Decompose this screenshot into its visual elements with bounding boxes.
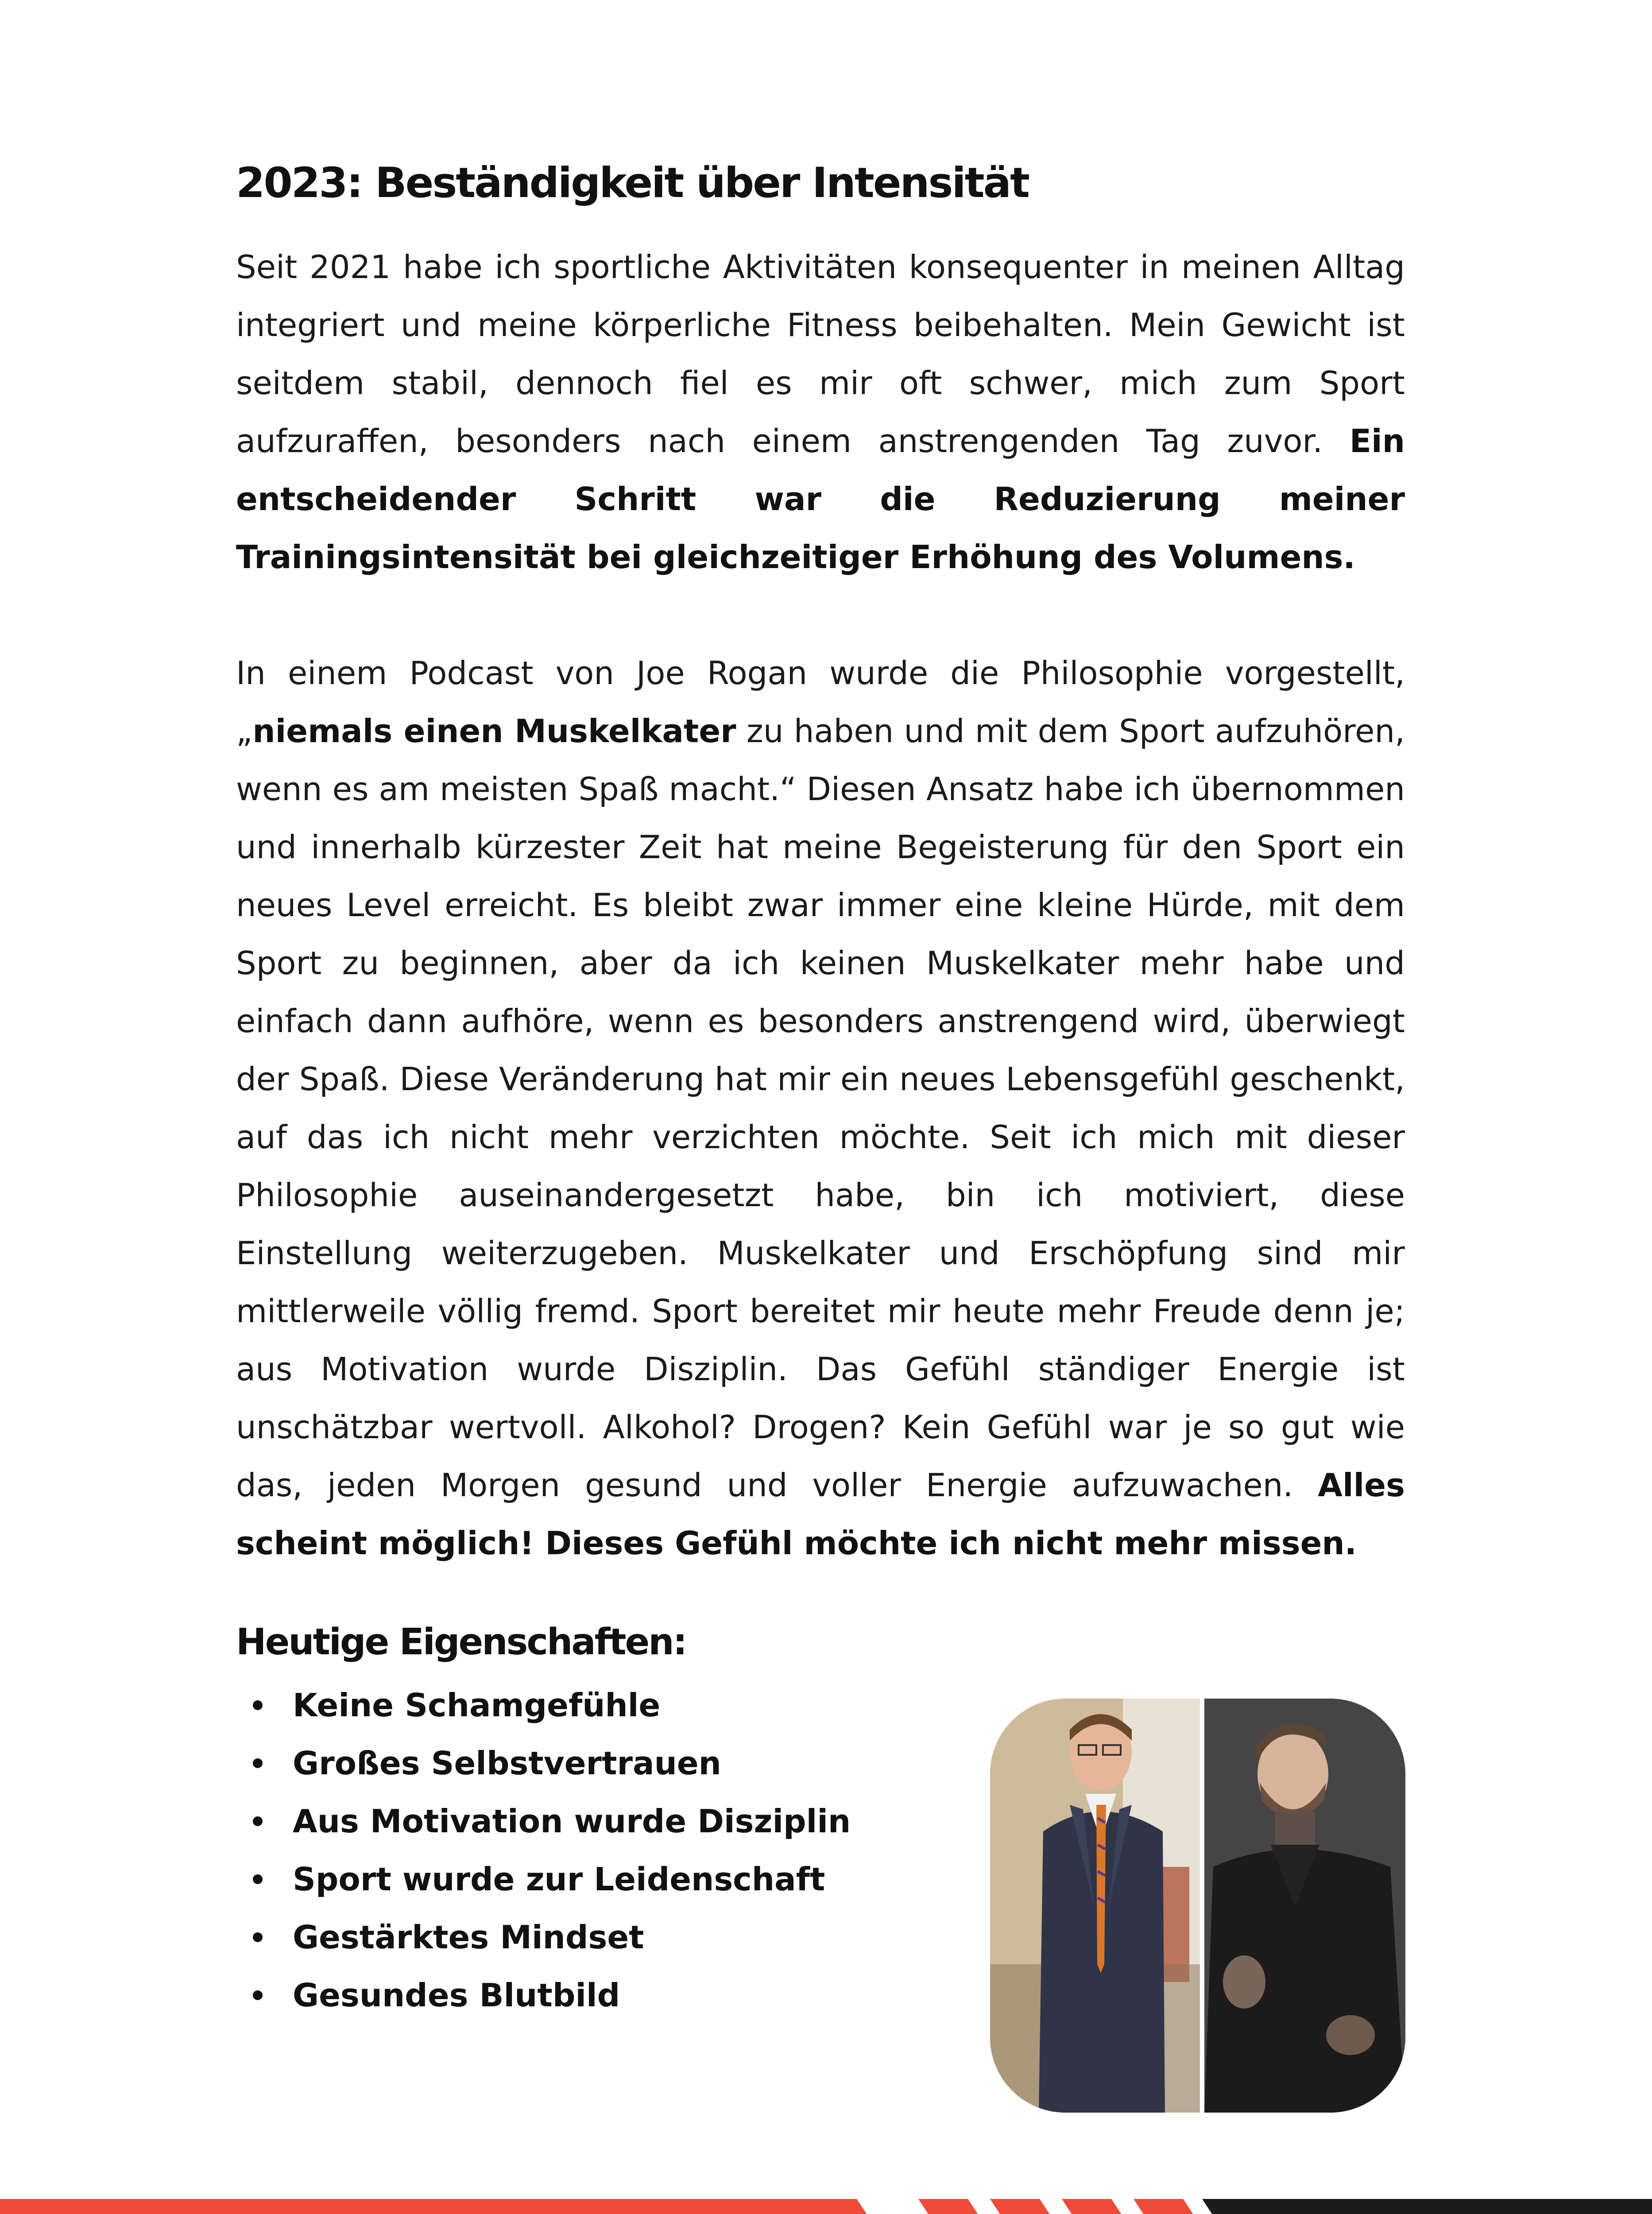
traits-title: Heutige Eigenschaften: (236, 1621, 686, 1664)
paragraph-1-text: Seit 2021 habe ich sportliche Aktivitäten konsequenter in meinen Alltag integriert und meine körperliche Fitness beibehalten. Mein Gewicht ist seitdem stabil, dennoch fiel es mir oft schwer, mich zum Sport aufzuraffen, besonders nach einem anstrengenden Tag zuvor. (236, 248, 1405, 460)
page-footer (0, 2199, 1652, 2214)
paragraph-spacer (236, 586, 1405, 644)
list-item: Großes Selbstvertrauen (236, 1734, 1405, 1792)
bullet-icon (253, 1990, 263, 2000)
footer-stripe-graphic (0, 2199, 1652, 2214)
list-item: Keine Schamgefühle (236, 1676, 1405, 1734)
section-title: 2023: Beständigkeit über Intensität (236, 159, 1029, 207)
list-item: Sport wurde zur Leidenschaft (236, 1850, 1405, 1908)
paragraph-2-middle: zu haben und mit dem Sport aufzuhören, wenn es am meisten Spaß macht.“ Diesen Ansatz habe ich übernommen und innerhalb kürzester Zeit hat meine Begeisterung für den Sport ein neues Level erreicht. Es bleibt zwar immer eine kleine Hürde, mit dem Sport zu beginnen, aber da ich keinen Muskelkater mehr habe und einfach dann aufhöre, wenn es besonders anstrengend wird, überwiegt der Spaß. Diese Veränderung hat mir ein neues Lebensgefühl geschenkt, auf das ich nicht mehr verzichten möchte. Seit ich mich mit dieser Philosophie auseinandergesetzt habe, bin ich motiviert, diese Einstellung weiterzugeben. Muskelkater und Erschöpfung sind mir mittlerweile völlig fremd. Sport bereitet mir heute mehr Freude denn je; aus Motivation wurde Disziplin. Das Gefühl ständiger Energie ist unschätzbar wertvoll. Alkohol? Drogen? Kein Gefühl war je so gut wie das, jeden Morgen gesund und voller Energie aufzuwachen. (236, 712, 1405, 1504)
list-item: Aus Motivation wurde Disziplin (236, 1792, 1405, 1850)
list-item: Gestärktes Mindset (236, 1908, 1405, 1966)
paragraph-1 (236, 238, 1405, 586)
bullet-icon (253, 1700, 263, 1710)
after-photo (1204, 1699, 1405, 2113)
photo-divider (1200, 1699, 1204, 2113)
section-spacer (236, 1572, 1405, 1621)
before-after-photo (990, 1699, 1405, 2113)
paragraph-2-bold-1: niemals einen Muskelkater (252, 712, 736, 750)
list-item: Gesundes Blutbild (236, 1966, 1405, 2024)
after-photo-illustration (1204, 1699, 1405, 2113)
bullet-icon (253, 1758, 263, 1768)
before-photo (990, 1699, 1200, 2113)
bullet-icon (253, 1816, 263, 1826)
paragraph-2 (236, 644, 1405, 1572)
paragraph-2-lead: In einem Podcast von Joe Rogan wurde die Philosophie vorgestellt, „ (236, 654, 1405, 750)
bullet-icon (253, 1874, 263, 1884)
paragraph-2-bold-2: Alles scheint möglich! Dieses Gefühl möchte ich nicht mehr missen. (236, 1467, 1405, 1562)
before-photo-illustration (990, 1699, 1200, 2113)
bullet-icon (253, 1932, 263, 1942)
paragraph-1-bold: Ein entscheidender Schritt war die Reduzierung meiner Trainingsintensität bei gleichzeitiger Erhöhung des Volumens. (236, 422, 1405, 576)
